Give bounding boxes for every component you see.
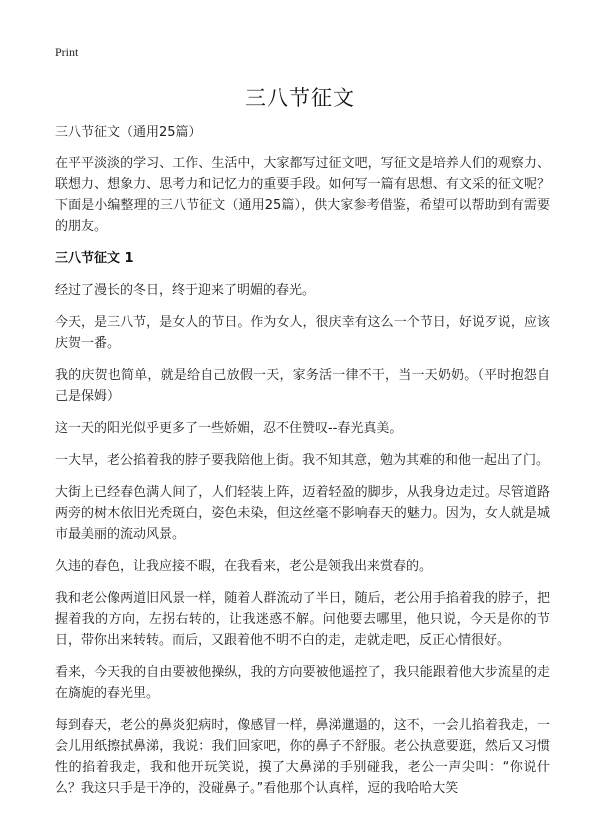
- paragraph: 久违的春色，让我应接不暇，在我看来，老公是领我出来赏春的。: [55, 559, 433, 574]
- paragraph: 我的庆贺也简单，就是给自己放假一天，家务活一律不干，当一天奶奶。（平时抱怨自己是保姆）: [55, 368, 550, 404]
- paragraph: 这一天的阳光似乎更多了一些娇媚，忍不住赞叹--春光真美。: [55, 421, 403, 436]
- paragraph: 我和老公像两道旧风景一样，随着人群流动了半日，随后，老公用手掐着我的脖子，把握着我的方向，左拐右转的，让我迷惑不解。问他要去哪里，他只说，今天是你的节日，带你出来转转。而后，又跟着他不明不白的走，走就走吧，反正心情很好。: [55, 591, 550, 648]
- paragraph: 今天，是三八节，是女人的节日。作为女人，很庆幸有这么一个节日，好说歹说，应该庆贺一番。: [55, 315, 550, 351]
- paragraph: 经过了漫长的冬日，终于迎来了明媚的春光。: [55, 283, 316, 298]
- document-subtitle: 三八节征文（通用25篇）: [55, 125, 202, 140]
- paragraph: 一大早，老公掐着我的脖子要我陪他上街。我不知其意，勉为其难的和他一起出了门。: [55, 453, 550, 468]
- paragraph: 看来，今天我的自由要被他操纵，我的方向要被他遥控了，我只能跟着他大步流星的走在旖旎的春光里。: [55, 665, 550, 701]
- intro-paragraph: 在平平淡淡的学习、工作、生活中，大家都写过征文吧，写征文是培养人们的观察力、联想力、想象力、思考力和记忆力的重要手段。如何写一篇有思想、有文采的征文呢？下面是小编整理的三八节征文（通用25篇），供大家参考借鉴，希望可以帮助到有需要的朋友。: [55, 156, 550, 234]
- paragraph: 大街上已经春色满人间了，人们轻装上阵，迈着轻盈的脚步，从我身边走过。尽管道路两旁的树木依旧光秃斑白，姿色未染，但这丝毫不影响春天的魅力。因为，女人就是城市最美丽的流动风景。: [55, 485, 550, 542]
- paragraph: 每到春天，老公的鼻炎犯病时，像感冒一样，鼻涕邋遢的，这不，一会儿掐着我走，一会儿用纸擦拭鼻涕，我说：我们回家吧，你的鼻子不舒服。老公执意要逛，然后又习惯性的掐着我走，我和他开玩笑说，摸了大鼻涕的手别碰我，老公一声尖叫：“你说什么？我这只手是干净的，没碰鼻子。”看他那个认真样，逗的我哈哈大笑: [55, 718, 550, 796]
- page-title: 三八节征文: [245, 86, 355, 110]
- section-heading: 三八节征文 1: [55, 251, 134, 266]
- document-body: [55, 122, 550, 810]
- print-link[interactable]: Print: [55, 45, 79, 59]
